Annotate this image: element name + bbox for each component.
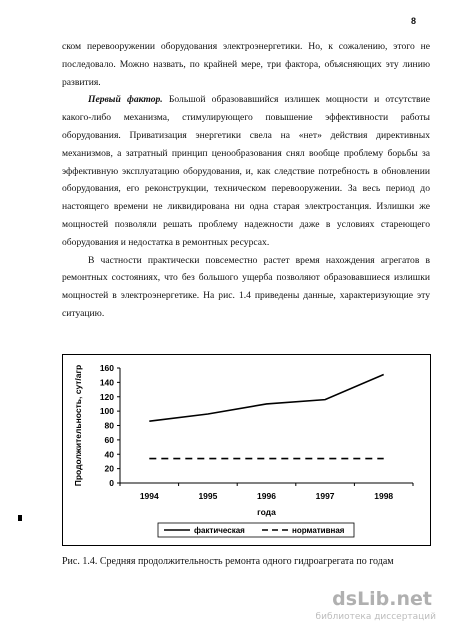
body-text	[62, 38, 430, 323]
watermark	[292, 588, 442, 628]
y-tick-label: 20	[104, 463, 114, 474]
y-tick-label: 60	[104, 434, 114, 445]
figure-chart	[62, 354, 431, 546]
x-tick-label: 1996	[257, 491, 276, 501]
y-tick-label: 40	[104, 449, 114, 460]
legend-label-1: фактическая	[194, 526, 245, 535]
y-tick-label: 80	[104, 420, 114, 431]
y-axis-title: Продолжительность, сут/агр	[73, 364, 83, 487]
y-tick-label: 100	[99, 406, 114, 417]
figure-caption: Рис. 1.4. Средняя продолжительность ремонта одного гидроагрегата по годам	[62, 556, 394, 567]
legend-label-2: нормативная	[292, 526, 345, 535]
paragraph-3: В частности практически повсеместно растет время нахождения агрегатов в ремонтных состояниях, что без большого ущерба позволяют образовавшиеся излишки мощностей в электроэнергетике. На рис. 1.4 приведены данные, характеризующие эту ситуацию.	[62, 254, 430, 319]
paragraph-1: ском перевооружении оборудования электроэнергетики. Но, к сожалению, этого не последовало. Можно назвать, по крайней мере, три фактора, объясняющих эту линию развития.	[62, 41, 430, 88]
series-line-1	[149, 374, 383, 421]
x-tick-label: 1994	[139, 491, 159, 501]
page-number: 8	[410, 16, 416, 26]
x-tick-label: 1997	[315, 491, 335, 501]
watermark-tagline: библиотека диссертаций	[315, 612, 436, 622]
y-tick-label: 140	[99, 377, 114, 388]
paragraph-2-body: Большой образовавшийся излишек мощности и отсутствие какого-либо механизма, стимулирующего повышение эффективности работы оборудования. Приватизация энергетики свела на «нет» действия директивных механизмов, а затратный принцип ценообразования снял вообще проблему борьбы за эффективную эксплуатацию оборудования, и, как следствие потребность в обновлении оборудования, его реконструкции, техническом перевооружении. За весь период до настоящего времени не ликвидирована ни одна старая электростанция. Излишки же мощностей позволяли решать проблему надежности даже в условиях стареющего оборудования и недостатка в ремонтных ресурсах.	[62, 94, 430, 248]
y-tick-label: 120	[99, 391, 114, 402]
x-tick-label: 1995	[198, 491, 218, 501]
margin-mark	[18, 515, 22, 521]
paragraph-2-lead: Первый фактор.	[88, 94, 163, 106]
x-axis-title: года	[257, 507, 276, 517]
y-tick-label: 160	[99, 363, 114, 373]
x-tick-label: 1998	[374, 491, 394, 501]
watermark-logo: dsLib.net	[332, 588, 432, 610]
line-chart	[63, 355, 430, 545]
paragraph-2	[62, 91, 430, 251]
y-tick-label: 0	[109, 478, 114, 488]
